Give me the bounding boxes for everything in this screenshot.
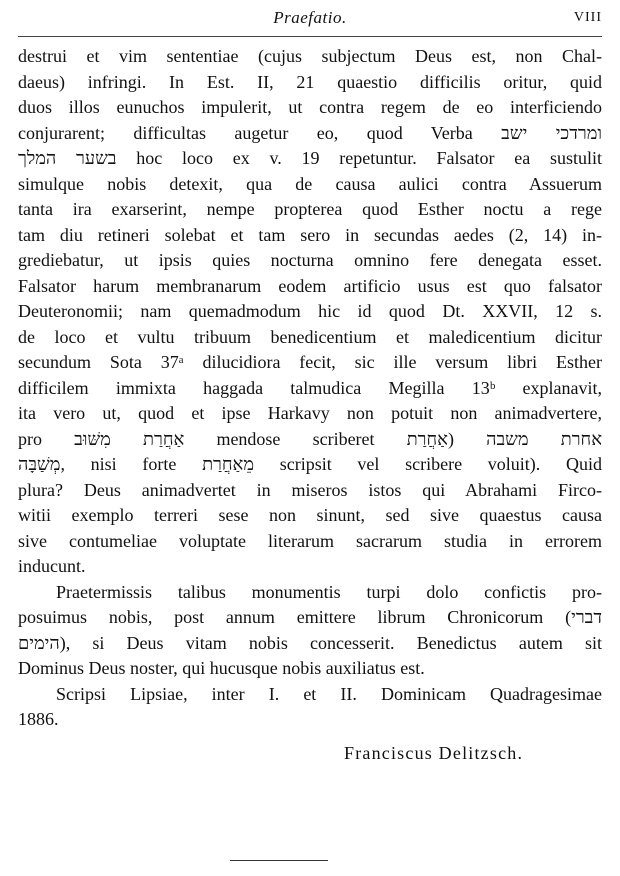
text-line: inducunt. (18, 556, 86, 576)
running-title: Praefatio. (273, 8, 347, 27)
text-line: plura? Deus animadvertet in miseros istos qui Abrahami Firco- (18, 479, 602, 500)
text-line: secundum Sota 37ᵃ dilucidiora fecit, sic ille versum libri Esther (18, 352, 602, 372)
text-line: grediebatur, ut ipsis quies nocturna omnino fere denegata esset. (18, 250, 602, 270)
footer-rule (230, 860, 328, 861)
text-line: מְשַׁבָּה, nisi forte מֵאַחֲרַת scripsit vel scribere voluit). Quid (18, 454, 602, 474)
text-line: Deuteronomii; nam quemadmodum hic id quod Dt. XXVII, 12 s. (18, 301, 602, 321)
text-line: Dominus Deus noster, qui hucusque nobis auxiliatus est. (18, 658, 425, 678)
text-line: Falsator harum membranarum eodem artificio usus est quo falsator (18, 275, 602, 296)
text-line: בשער המלך hoc loco ex v. 19 repetuntur. Falsator ea sustulit (18, 148, 602, 168)
page-header (18, 8, 602, 34)
text-line: daeus) infringi. In Est. II, 21 quaestio difficilis oritur, quid (18, 71, 602, 92)
text-line: pro אַחֲרַת מִשּׁוּב mendose scriberet אחרת משבה (אַחֲרַת (18, 428, 602, 449)
text-line: difficilem immixta haggada talmudica Megilla 13ᵇ explanavit, (18, 377, 602, 398)
text-line: duos illos eunuchos impulerit, ut contra regem de eo interficiendo (18, 97, 602, 117)
text-body (18, 44, 602, 766)
text-line: הימים), si Deus vitam nobis concesserit. Benedictus autem sit (18, 632, 602, 653)
text-line: sive contumeliae voluptate literarum sacrarum studia in errorem (18, 530, 602, 551)
text-line: destrui et vim sententiae (cujus subjectum Deus est, non Chal- (18, 46, 602, 66)
text-line: ita vero ut, quod et ipse Harkavy non potuit non animadvertere, (18, 403, 602, 423)
page-number: VIII (573, 10, 602, 25)
text-line: 1886. (18, 709, 59, 729)
text-line: tam diu retineri solebat et tam sero in secundas aedes (2, 14) in- (18, 224, 602, 245)
text-line: tanta ira exarserint, nempe propterea quod Esther noctu a rege (18, 199, 602, 219)
text-line: Scripsi Lipsiae, inter I. et II. Dominicam Quadragesimae (56, 683, 602, 704)
text-line: de loco et vultu tribuum benedicentium et maledicentium dicitur (18, 326, 602, 347)
header-rule (18, 36, 602, 37)
signature: Franciscus Delitzsch. (344, 742, 524, 763)
text-line: witii exemplo terreri sese non sinunt, sed sive quaestus causa (18, 505, 602, 525)
text-line: conjurarent; difficultas augetur eo, quod Verba ומרדכי ישב (18, 122, 602, 143)
text-line: posuimus nobis, post annum emittere librum Chronicorum (דברי (18, 607, 602, 627)
text-line: Praetermissis talibus monumentis turpi dolo confictis pro- (56, 581, 602, 602)
text-line: simulque nobis detexit, qua de causa aulici contra Assuerum (18, 173, 602, 194)
